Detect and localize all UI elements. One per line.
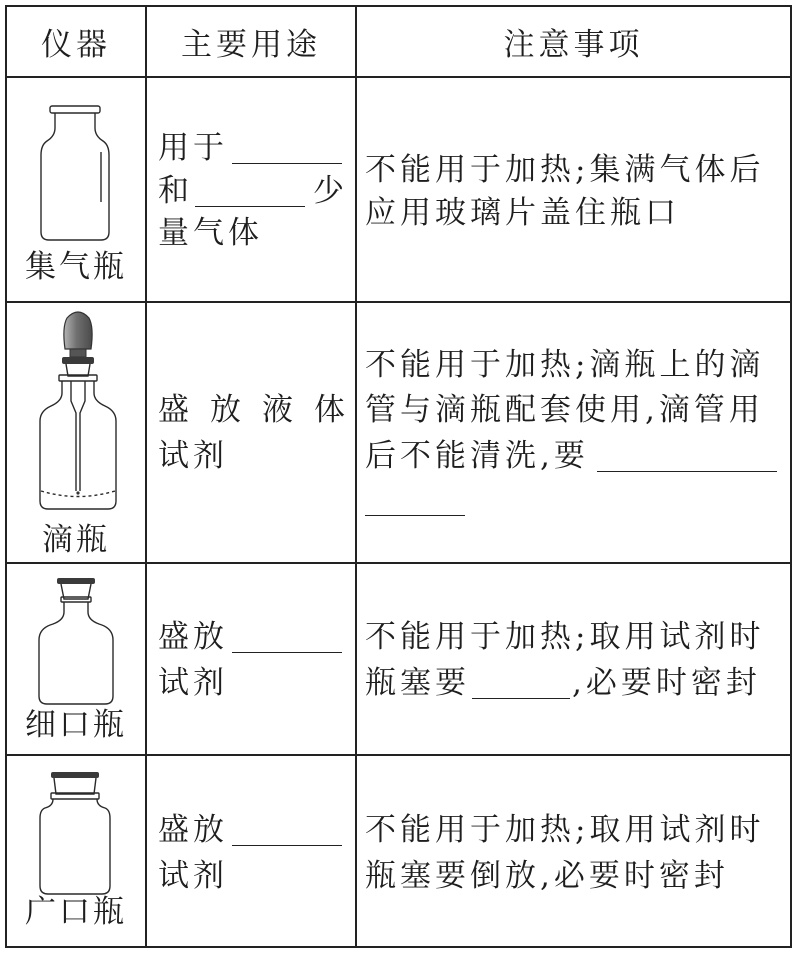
bottle-body: [41, 113, 109, 240]
instrument-name: 滴瓶: [42, 522, 110, 558]
answer-blank: [195, 176, 305, 207]
answer-blank: [597, 441, 777, 472]
usage-line: [158, 171, 348, 211]
gas-collecting-bottle-icon: [35, 100, 115, 246]
table-row: [0, 756, 798, 946]
notes-text: ,必要时密封: [572, 665, 761, 701]
dropper-collar: [62, 357, 94, 364]
usage-line: 量气体: [158, 215, 263, 251]
header-notes: 注意事项: [503, 27, 644, 63]
bulb-neck: [70, 349, 86, 357]
bottle-body: [40, 799, 110, 894]
answer-blank: [232, 815, 342, 846]
instrument-cell: [7, 78, 145, 301]
bottle-mouth-rim: [50, 106, 100, 113]
notes-line: 瓶塞要倒放,必要时密封: [365, 858, 729, 894]
usage-line: [158, 617, 342, 657]
bottle-body: [40, 381, 116, 509]
table-row: [0, 303, 798, 562]
usage-line: 盛放液体: [158, 392, 366, 428]
notes-line: [365, 436, 777, 476]
notes-line: 管与滴瓶配套使用,滴管用: [365, 392, 764, 428]
usage-line: [158, 810, 342, 850]
notes-line: [365, 480, 465, 520]
notes-line: 应用玻璃片盖住瓶口: [365, 195, 680, 231]
bottle-stopper: [54, 778, 96, 794]
usage-cell: [147, 303, 366, 562]
notes-line: [365, 663, 761, 703]
usage-cell: [147, 564, 355, 754]
notes-text: 后不能清洗,要: [365, 438, 589, 474]
usage-text: 用于: [158, 130, 228, 166]
instrument-cell: [7, 564, 145, 754]
notes-line: 不能用于加热;集满气体后: [365, 152, 765, 188]
usage-line: 试剂: [158, 858, 228, 894]
notes-cell: [357, 756, 790, 946]
notes-cell: [357, 564, 790, 754]
wide-mouth-bottle-icon: [35, 766, 115, 898]
notes-cell: [357, 303, 790, 562]
instrument-cell: [7, 303, 145, 562]
instrument-name: 广口瓶: [25, 894, 127, 930]
usage-cell: [147, 756, 355, 946]
stopper-cap: [51, 772, 99, 778]
table-header-row: [0, 7, 798, 76]
narrow-mouth-bottle-icon: [33, 572, 119, 708]
dropper-bottle-icon: [33, 305, 123, 515]
notes-text: 瓶塞要: [365, 665, 470, 701]
table-row: [0, 564, 798, 754]
answer-blank: [472, 668, 570, 699]
dropper-tip: [76, 491, 79, 494]
notes-line: 不能用于加热;滴瓶上的滴: [365, 347, 765, 383]
answer-blank: [232, 133, 342, 164]
usage-text: 盛放: [158, 812, 228, 848]
stopper-cap: [57, 578, 95, 584]
notes-line: 不能用于加热;取用试剂时: [365, 812, 765, 848]
usage-line: 试剂: [158, 438, 228, 474]
usage-line: [158, 128, 342, 168]
usage-cell: [147, 78, 355, 301]
usage-text: 少: [313, 173, 348, 209]
usage-line: 试剂: [158, 665, 228, 701]
notes-line: 不能用于加热;取用试剂时: [365, 619, 765, 655]
instrument-name: 细口瓶: [25, 707, 127, 743]
dropper-tube: [71, 381, 85, 491]
header-instrument: 仪器: [41, 27, 111, 63]
table-row: [0, 78, 798, 301]
usage-text: 和: [158, 173, 193, 209]
dropper-stopper: [66, 364, 90, 376]
notes-cell: [357, 78, 790, 301]
rubber-bulb: [64, 312, 92, 349]
answer-blank: [232, 622, 342, 653]
instrument-name: 集气瓶: [25, 249, 127, 285]
bottle-body: [39, 602, 113, 704]
header-usage: 主要用途: [181, 27, 321, 63]
usage-text: 盛放: [158, 619, 228, 655]
instrument-cell: [7, 756, 145, 946]
answer-blank: [365, 485, 465, 516]
